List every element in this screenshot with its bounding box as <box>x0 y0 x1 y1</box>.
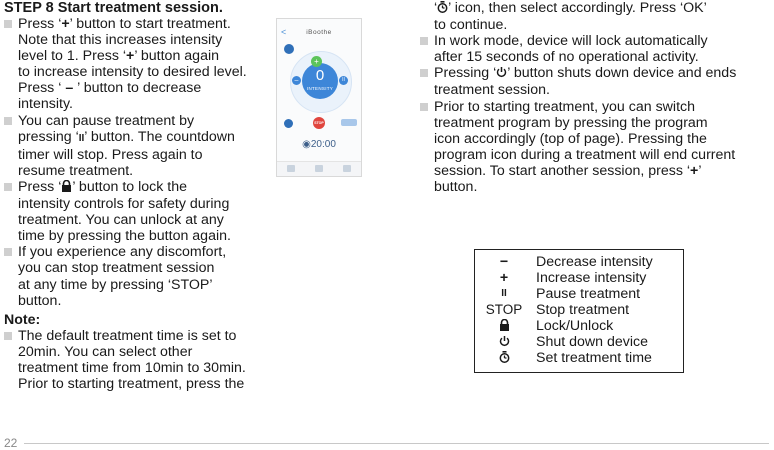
mode-chip[interactable] <box>341 119 357 126</box>
text-line: to continue. <box>434 17 508 34</box>
text-line: treatment time from 10min to 30min. <box>18 359 246 376</box>
legend-row <box>475 254 683 270</box>
legend-row <box>475 302 683 318</box>
text-fragment: Press ‘ <box>18 16 62 32</box>
text-fragment: ’ button again <box>134 48 219 65</box>
text-line: The default treatment time is set to <box>18 327 237 344</box>
minus-icon: − <box>499 254 509 270</box>
text-line: treatment program by pressing the program <box>434 114 708 131</box>
legend-row <box>475 334 683 350</box>
plus-icon: + <box>499 270 509 286</box>
tab-icon[interactable] <box>343 165 351 172</box>
tab-icon[interactable] <box>315 165 323 172</box>
app-title: iBoothe <box>306 29 332 36</box>
stop-button[interactable]: STOP <box>313 117 325 129</box>
plus-glyph: + <box>126 48 135 65</box>
text-fragment: ‘ <box>434 0 438 16</box>
program-icon[interactable] <box>284 44 294 54</box>
app-header <box>277 27 361 39</box>
bullet-square <box>4 117 12 125</box>
power-icon <box>496 66 507 82</box>
bullet-square <box>420 69 428 77</box>
list-item <box>4 244 276 308</box>
lock-button[interactable] <box>284 119 293 128</box>
text-line: resume treatment. <box>18 162 134 179</box>
right-column <box>420 0 774 195</box>
text-line: Prior to starting treatment, you can switch <box>434 98 696 115</box>
bullet-square <box>420 37 428 45</box>
tab-icon[interactable] <box>287 165 295 172</box>
text-fragment: ’ button to decrease <box>73 80 202 97</box>
app-screenshot <box>276 18 362 177</box>
text-fragment: level to 1. Press ‘ <box>18 48 127 65</box>
legend-row <box>475 350 683 366</box>
legend-label: Shut down device <box>536 334 648 350</box>
status-bar <box>277 19 361 24</box>
text-line: to increase intensity to desired level. <box>18 64 247 81</box>
legend-row <box>475 270 683 286</box>
text-fragment: ’ <box>698 162 702 179</box>
plus-button[interactable]: + <box>311 56 322 67</box>
text-fragment: ’ button to start treatment. <box>69 16 231 32</box>
text-fragment: Press ‘ <box>18 80 66 97</box>
legend-label: Decrease intensity <box>536 254 653 270</box>
text-line: you can stop treatment session <box>18 260 215 277</box>
minus-button[interactable]: – <box>292 76 301 85</box>
text-line: treatment. You can unlock at any <box>18 212 224 229</box>
list-item <box>420 99 774 196</box>
text-fragment: pressing ‘ <box>18 128 79 145</box>
text-line: intensity controls for safety during <box>18 196 230 213</box>
text-line: at any time by pressing ‘STOP’ <box>18 276 213 293</box>
list-item <box>4 16 276 113</box>
list-item <box>4 113 276 179</box>
text-line: program icon during a treatment will end current <box>434 146 736 163</box>
tab-bar <box>277 161 361 177</box>
bullet-square <box>420 103 428 111</box>
pause-glyph: II <box>78 132 85 144</box>
text-line: In work mode, device will lock automatically <box>434 33 708 50</box>
back-icon[interactable]: < <box>281 27 287 37</box>
intensity-value: 0 <box>315 67 325 84</box>
page-number: 22 <box>4 436 18 450</box>
text-fragment: Pressing ‘ <box>434 65 497 82</box>
left-column <box>4 16 276 392</box>
text-line: intensity. <box>18 96 73 113</box>
legend-label: Pause treatment <box>536 286 641 302</box>
note-heading: Note: <box>4 311 41 328</box>
text-line: time by pressing the button again. <box>18 228 231 245</box>
text-fragment: ’ button shuts down device and ends <box>507 65 737 82</box>
legend-row <box>475 286 683 302</box>
icon-legend <box>474 249 684 373</box>
text-line: If you experience any discomfort, <box>18 244 227 261</box>
pause-button[interactable]: II <box>339 76 348 85</box>
stop-text: STOP <box>485 302 523 317</box>
text-line: Prior to starting treatment, press the <box>18 376 245 393</box>
lock-icon <box>475 318 533 334</box>
bullet-square <box>4 183 12 191</box>
text-fragment: ’ button to lock the <box>72 178 187 195</box>
bullet-square <box>4 248 12 256</box>
text-fragment: ’ icon, then select accordingly. Press ‘OK’ <box>448 0 707 16</box>
list-item <box>420 33 774 65</box>
text-line: button. <box>434 179 478 196</box>
list-item <box>420 65 774 98</box>
text-line: You can pause treatment by <box>18 112 195 129</box>
bullet-square <box>4 20 12 28</box>
pause-icon: II <box>501 288 507 299</box>
text-line: icon accordingly (top of page). Pressing the <box>434 130 707 147</box>
text-line: button. <box>18 292 62 309</box>
step-title: STEP 8 Start treatment session. <box>4 0 223 16</box>
plus-glyph: + <box>61 16 70 32</box>
list-item <box>4 179 276 244</box>
timer-icon <box>475 350 533 366</box>
power-icon <box>475 334 533 350</box>
text-fragment: ’ button. The countdown <box>84 128 235 145</box>
legend-label: Increase intensity <box>536 270 647 286</box>
lock-icon <box>61 180 72 196</box>
intensity-label: INTENSITY <box>306 86 334 91</box>
text-line: treatment session. <box>434 82 550 99</box>
minus-glyph: – <box>65 80 74 97</box>
text-line: timer will stop. Press again to <box>18 146 203 163</box>
list-item <box>4 328 276 392</box>
countdown-timer[interactable]: ◉20:00 <box>302 139 336 150</box>
text-fragment: session. To start another session, press ‘ <box>434 162 691 179</box>
bullet-square <box>4 332 12 340</box>
footer-rule <box>24 443 769 444</box>
legend-label: Stop treatment <box>536 302 630 318</box>
legend-label: Lock/Unlock <box>536 318 614 334</box>
text-line: after 15 seconds of no operational activity. <box>434 49 699 66</box>
text-fragment: Press ‘ <box>18 178 62 195</box>
legend-label: Set treatment time <box>536 350 652 366</box>
text-line: 20min. You can select other <box>18 343 193 360</box>
legend-row <box>475 318 683 334</box>
continuation-text <box>420 0 774 33</box>
text-line: Note that this increases intensity <box>18 32 223 49</box>
plus-glyph: + <box>690 162 699 179</box>
timer-icon <box>437 1 448 17</box>
